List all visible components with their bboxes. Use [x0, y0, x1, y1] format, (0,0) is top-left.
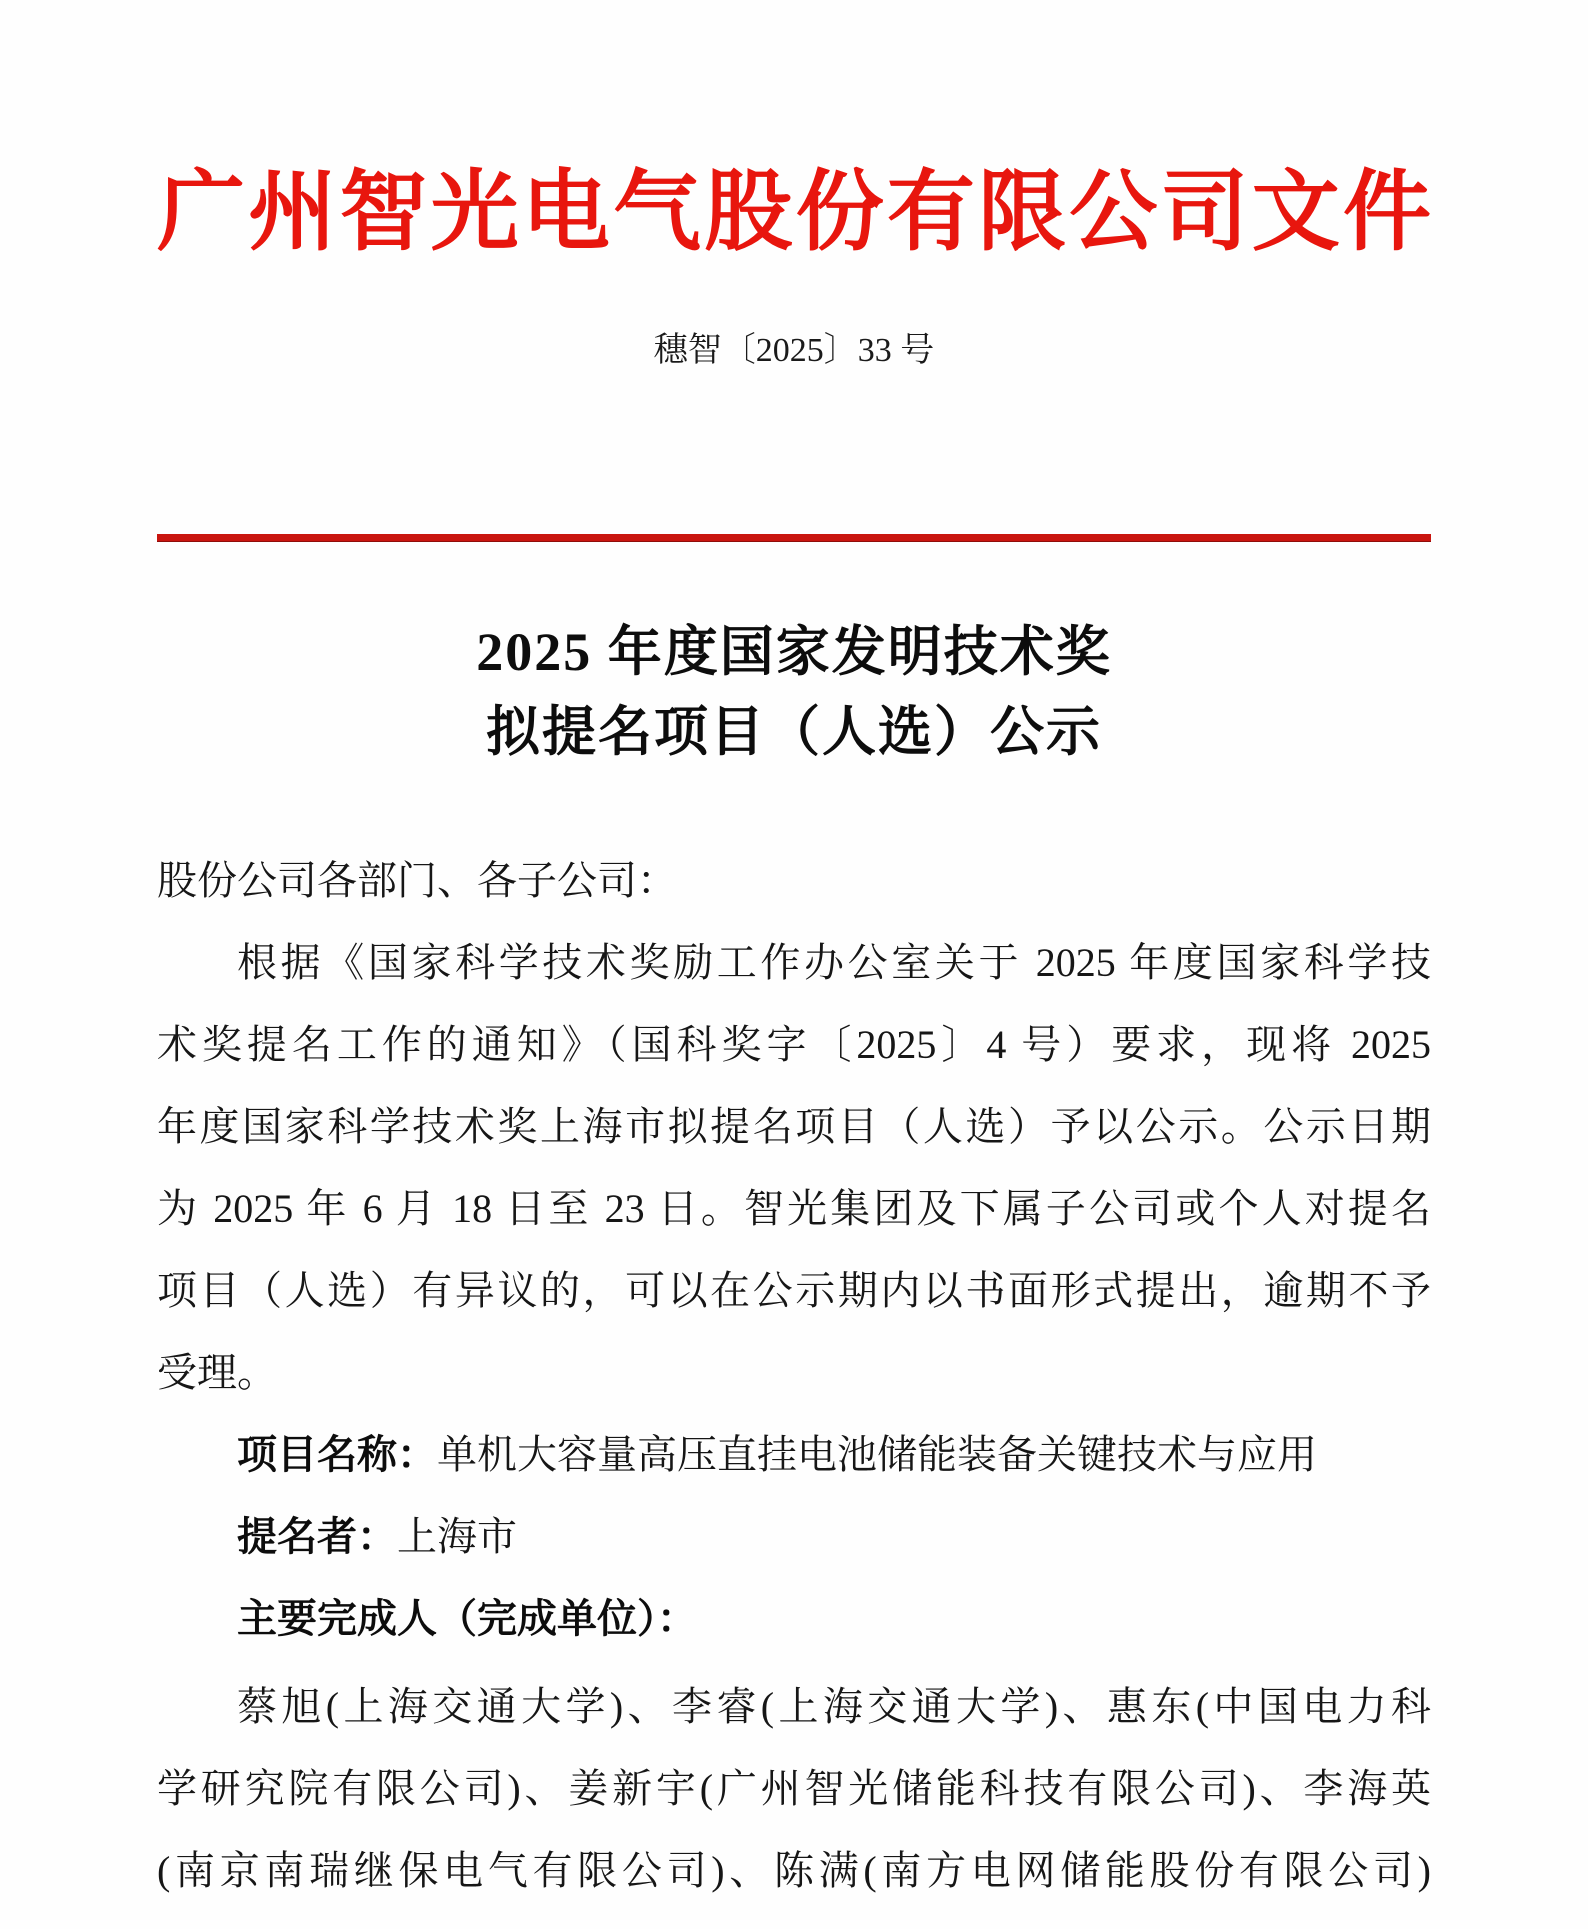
completers-label: 主要完成人（完成单位）： [237, 1597, 697, 1641]
company-letterhead-title: 广州智光电气股份有限公司文件 [157, 165, 1431, 262]
project-name-row [157, 1414, 1431, 1496]
body-line: 为 2025 年 6 月 18 日至 23 日。智光集团及下属子公司或个人对提名 [157, 1186, 1431, 1231]
completers-line: (南京南瑞继保电气有限公司)、陈满(南方电网储能股份有限公司) [157, 1848, 1431, 1893]
completers-heading-row [157, 1578, 1431, 1660]
body-line: 年度国家科学技术奖上海市拟提名项目（人选）予以公示。公示日期 [157, 1104, 1431, 1149]
completers-line: 蔡旭(上海交通大学)、李睿(上海交通大学)、惠东(中国电力科 [237, 1684, 1431, 1729]
notice-title-line-1: 2025 年度国家发明技术奖 [476, 622, 1112, 682]
document-number: 穗智〔2025〕33 号 [653, 332, 935, 369]
completers-paragraph [157, 1666, 1431, 1912]
body-line: 项目（人选）有异议的，可以在公示期内以书面形式提出，逾期不予 [157, 1268, 1431, 1313]
nominator-value: 上海市 [397, 1514, 517, 1559]
body-line: 根据《国家科学技术奖励工作办公室关于 2025 年度国家科学技 [237, 940, 1431, 985]
body-line: 受理。 [157, 1350, 277, 1395]
nominator-row [157, 1496, 1431, 1578]
project-name-value: 单机大容量高压直挂电池储能装备关键技术与应用 [437, 1432, 1317, 1477]
project-name-label: 项目名称： [237, 1433, 437, 1477]
red-divider-line [157, 534, 1431, 542]
notice-title-line-2: 拟提名项目（人选）公示 [486, 702, 1102, 762]
salutation: 股份公司各部门、各子公司： [157, 858, 677, 903]
body-line: 术奖提名工作的通知》（国科奖字〔2025〕4 号）要求，现将 2025 [157, 1022, 1431, 1067]
notice-body-paragraph [157, 922, 1431, 1414]
completers-line: 学研究院有限公司)、姜新宇(广州智光储能科技有限公司)、李海英 [157, 1766, 1431, 1811]
notice-title [157, 612, 1431, 772]
nominator-label: 提名者： [237, 1515, 397, 1559]
